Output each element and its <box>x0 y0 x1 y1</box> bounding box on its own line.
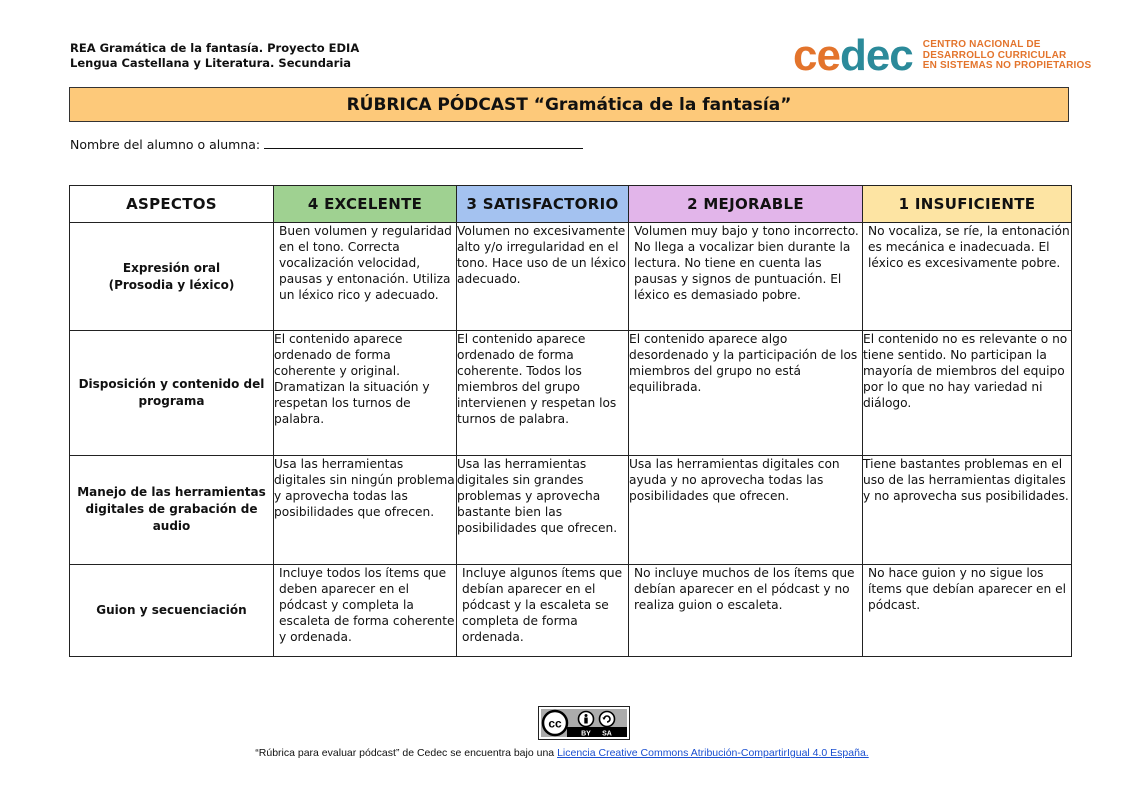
criteria-cell <box>274 455 457 564</box>
criteria-text: Usa las herramientas digitales sin ningún problema y aprovecha todas las posibilidades que ofrecen. <box>274 456 455 519</box>
header-excelente: 4 EXCELENTE <box>274 186 457 223</box>
aspect-label: Expresión oral <box>122 260 221 275</box>
rubric-table <box>69 185 1072 657</box>
criteria-text: No vocaliza, se ríe, la entonación es mecánica e inadecuada. El léxico es excesivamente pobre. <box>868 224 1070 271</box>
student-name-blank <box>264 136 583 149</box>
criteria-text: Usa las herramientas digitales con ayuda y no aprovecha todas las posibilidades que ofrecen. <box>629 456 840 503</box>
license-footer <box>0 747 1124 759</box>
criteria-text: Volumen muy bajo y tono incorrecto. No llega a vocalizar bien durante la lectura. No tiene en cuenta las pausas y signos de puntuación. El léxico es demasiado pobre. <box>634 224 859 303</box>
criteria-text: Volumen no excesivamente alto y/o irregularidad en el tono. Hace uso de un léxico adecuado. <box>457 224 626 287</box>
criteria-text: No incluye muchos de los ítems que debían aparecer en el pódcast y no realiza guion o escaleta. <box>634 565 855 612</box>
page-title: RÚBRICA PÓDCAST “Gramática de la fantasía” <box>69 87 1069 122</box>
criteria-cell <box>457 331 629 455</box>
document-header <box>70 41 359 70</box>
cedec-logo <box>793 31 1092 80</box>
table-header-row <box>70 186 1072 223</box>
criteria-text: Buen volumen y regularidad en el tono. Correcta vocalización velocidad, pausas y entonación. Utiliza un léxico rico y adecuado. <box>279 224 452 303</box>
logo-sub-line3: EN SISTEMAS NO PROPIETARIOS <box>922 60 1092 72</box>
by-badge-text: BY <box>581 730 591 737</box>
criteria-cell <box>629 455 863 564</box>
criteria-text: El contenido aparece ordenado de forma coherente. Todos los miembros del grupo intervienen y respetan los turnos de palabra. <box>457 332 617 427</box>
criteria-cell <box>457 455 629 564</box>
logo-word-part2: dec <box>839 31 913 80</box>
aspect-cell <box>70 223 274 331</box>
logo-wordmark <box>793 31 913 80</box>
header-satisfactorio: 3 SATISFACTORIO <box>457 186 629 223</box>
criteria-text: El contenido aparece algo desordenado y la participación de los miembros del grupo no está equilibrada. <box>629 332 858 395</box>
criteria-text: El contenido aparece ordenado de forma coherente y original. Dramatizan la situación y respetan los turnos de palabra. <box>274 332 430 427</box>
criteria-cell <box>457 223 629 331</box>
criteria-cell <box>863 223 1072 331</box>
criteria-text: No hace guion y no sigue los ítems que debían aparecer en el pódcast. <box>868 565 1066 612</box>
aspect-label: Disposición y contenido del programa <box>78 376 265 408</box>
logo-sub-line1: CENTRO NACIONAL DE <box>922 39 1041 51</box>
table-row <box>70 455 1072 564</box>
logo-subtitle <box>923 40 1092 72</box>
table-row <box>70 223 1072 331</box>
aspect-sublabel: (Prosodia y léxico) <box>108 277 235 292</box>
criteria-cell <box>863 564 1072 656</box>
header-insuficiente: 1 INSUFICIENTE <box>863 186 1072 223</box>
cc-badge-text: cc <box>548 716 562 731</box>
footer-text: “Rúbrica para evaluar pódcast” de Cedec se encuentra bajo una <box>255 747 558 759</box>
criteria-text: El contenido no es relevante o no tiene sentido. No participan la mayoría de miembros del equipo por lo que no hay variedad ni diálogo. <box>863 332 1068 411</box>
aspect-label: Guion y secuenciación <box>96 602 247 617</box>
criteria-cell <box>863 331 1072 455</box>
criteria-cell <box>629 223 863 331</box>
criteria-text: Incluye todos los ítems que deben aparecer en el pódcast y completa la escaleta de forma coherente y ordenada. <box>279 565 455 644</box>
table-row <box>70 564 1072 656</box>
aspect-cell <box>70 455 274 564</box>
criteria-cell <box>457 564 629 656</box>
criteria-cell <box>274 331 457 455</box>
aspect-label: Manejo de las herramientas digitales de grabación de audio <box>77 485 266 534</box>
license-link[interactable]: Licencia Creative Commons Atribución-CompartirIgual 4.0 España. <box>557 747 869 759</box>
criteria-text: Tiene bastantes problemas en el uso de las herramientas digitales y no aprovecha sus posibilidades. <box>863 456 1069 503</box>
header-aspectos: ASPECTOS <box>70 186 274 223</box>
logo-sub-line2: DESARROLLO CURRICULAR <box>922 49 1067 61</box>
student-name-label: Nombre del alumno o alumna: <box>70 137 261 152</box>
table-row <box>70 331 1072 455</box>
criteria-text: Usa las herramientas digitales sin grandes problemas y aprovecha bastante bien las posibilidades que ofrecen. <box>457 456 618 535</box>
criteria-cell <box>629 564 863 656</box>
criteria-cell <box>863 455 1072 564</box>
criteria-cell <box>274 223 457 331</box>
aspect-cell <box>70 564 274 656</box>
criteria-cell <box>274 564 457 656</box>
logo-word-part1: ce <box>793 31 840 80</box>
cc-license-badge[interactable] <box>538 706 630 740</box>
sa-badge-text: SA <box>602 730 612 737</box>
criteria-cell <box>629 331 863 455</box>
criteria-text: Incluye algunos ítems que debían aparecer en el pódcast y la escaleta se completa de forma ordenada. <box>462 565 623 644</box>
student-name-line <box>70 136 583 152</box>
header-line-1: REA Gramática de la fantasía. Proyecto EDIA <box>70 41 360 55</box>
header-mejorable: 2 MEJORABLE <box>629 186 863 223</box>
header-line-2: Lengua Castellana y Literatura. Secundaria <box>70 55 352 70</box>
aspect-cell <box>70 331 274 455</box>
cc-by-sa-icon <box>541 709 627 737</box>
